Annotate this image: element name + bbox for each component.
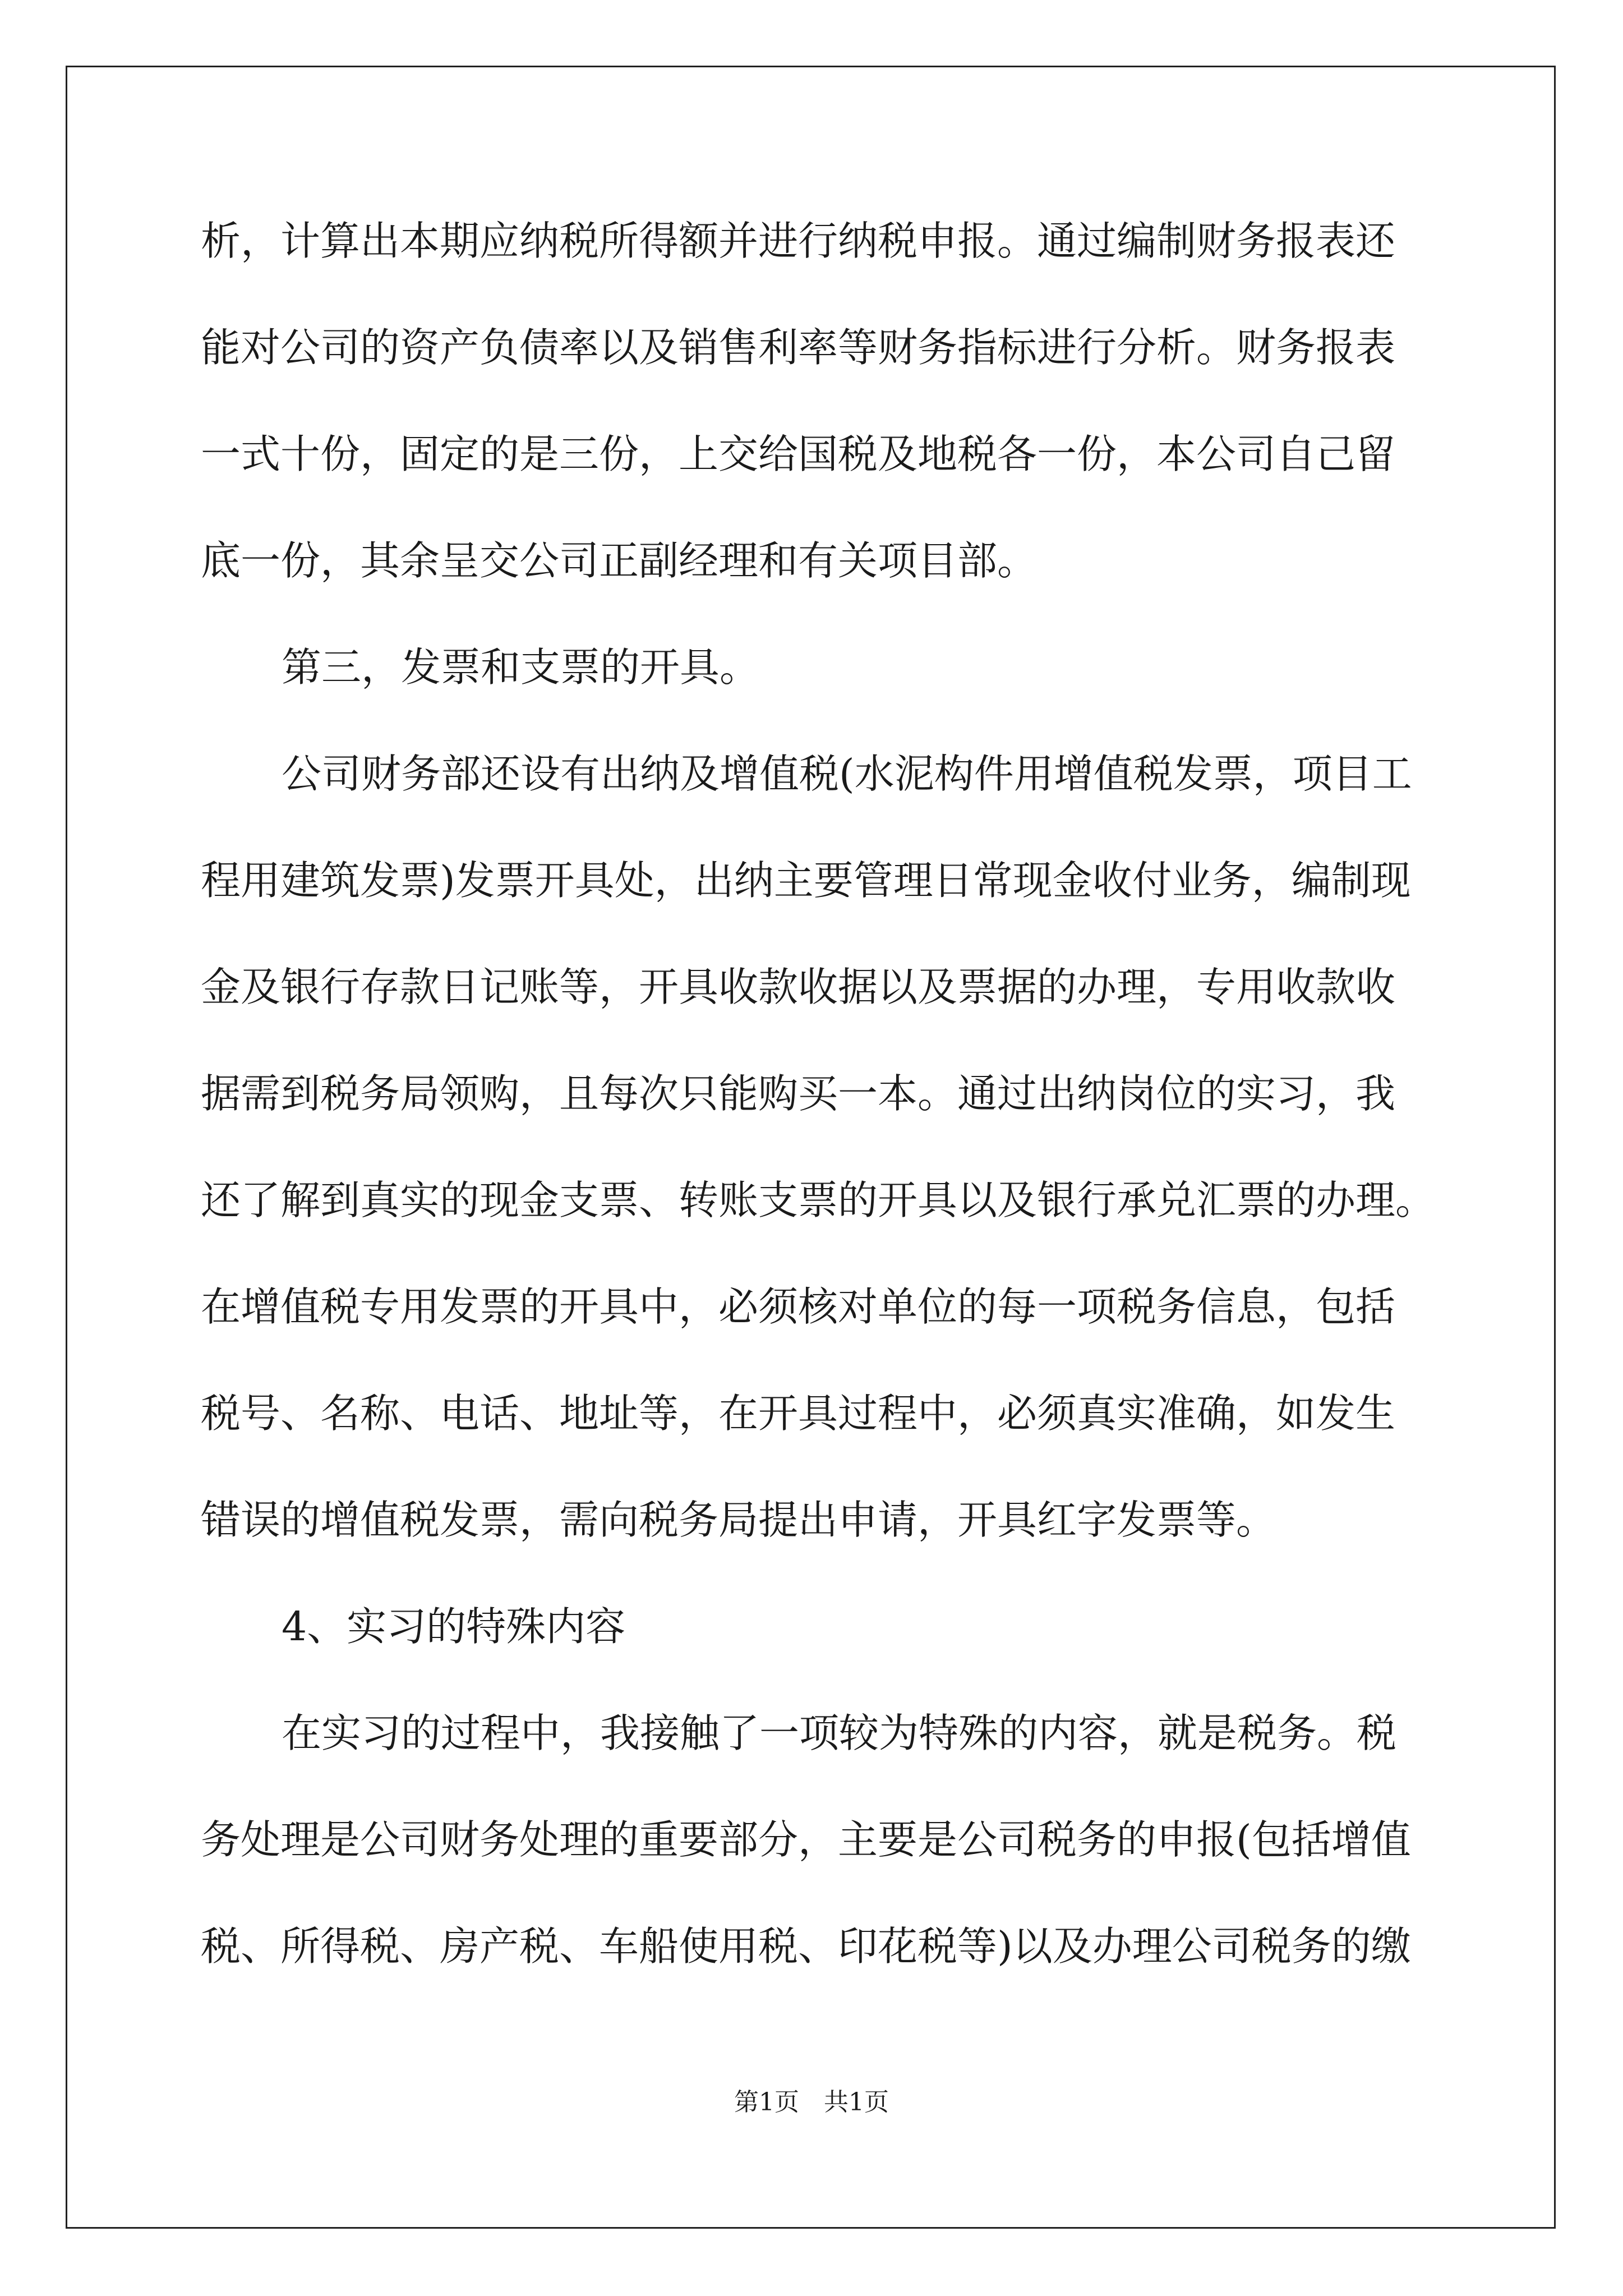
section-heading-third: 第三，发票和支票的开具。 xyxy=(282,644,760,691)
text-line-6: 公司财务部还设有出纳及增值税(水泥构件用增值税发票，项目工 xyxy=(282,751,1412,797)
text-line-11: 在增值税专用发票的开具中，必须核对单位的每一项税务信息，包括 xyxy=(201,1283,1396,1330)
document-body xyxy=(201,218,1436,2030)
text-line-7: 程用建筑发票)发票开具处，出纳主要管理日常现金收付业务，编制现 xyxy=(201,857,1411,904)
text-line-17: 税、所得税、房产税、车船使用税、印花税等)以及办理公司税务的缴 xyxy=(201,1923,1411,1970)
section-heading-special: 4、实习的特殊内容 xyxy=(282,1603,626,1650)
text-line-1: 析，计算出本期应纳税所得额并进行纳税申报。通过编制财务报表还 xyxy=(201,218,1396,264)
text-line-16: 务处理是公司财务处理的重要部分，主要是公司税务的申报(包括增值 xyxy=(201,1816,1411,1863)
text-line-3: 一式十份，固定的是三份，上交给国税及地税各一份，本公司自己留 xyxy=(201,431,1396,477)
page-footer: 第1页 共1页 xyxy=(734,2088,889,2116)
text-line-4: 底一份，其余呈交公司正副经理和有关项目部。 xyxy=(201,537,1038,584)
text-line-12: 税号、名称、电话、地址等，在开具过程中，必须真实准确，如发生 xyxy=(201,1390,1396,1437)
text-line-10: 还了解到真实的现金支票、转账支票的开具以及银行承兑汇票的办理。 xyxy=(201,1177,1436,1223)
text-line-8: 金及银行存款日记账等，开具收款收据以及票据的办理，专用收款收 xyxy=(201,964,1396,1010)
text-line-13: 错误的增值税发票，需向税务局提出申请，开具红字发票等。 xyxy=(201,1497,1276,1543)
text-line-9: 据需到税务局领购，且每次只能购买一本。通过出纳岗位的实习，我 xyxy=(201,1070,1396,1117)
text-line-15: 在实习的过程中，我接触了一项较为特殊的内容，就是税务。税 xyxy=(282,1710,1397,1756)
text-line-2: 能对公司的资产负债率以及销售利率等财务指标进行分析。财务报表 xyxy=(201,324,1396,371)
